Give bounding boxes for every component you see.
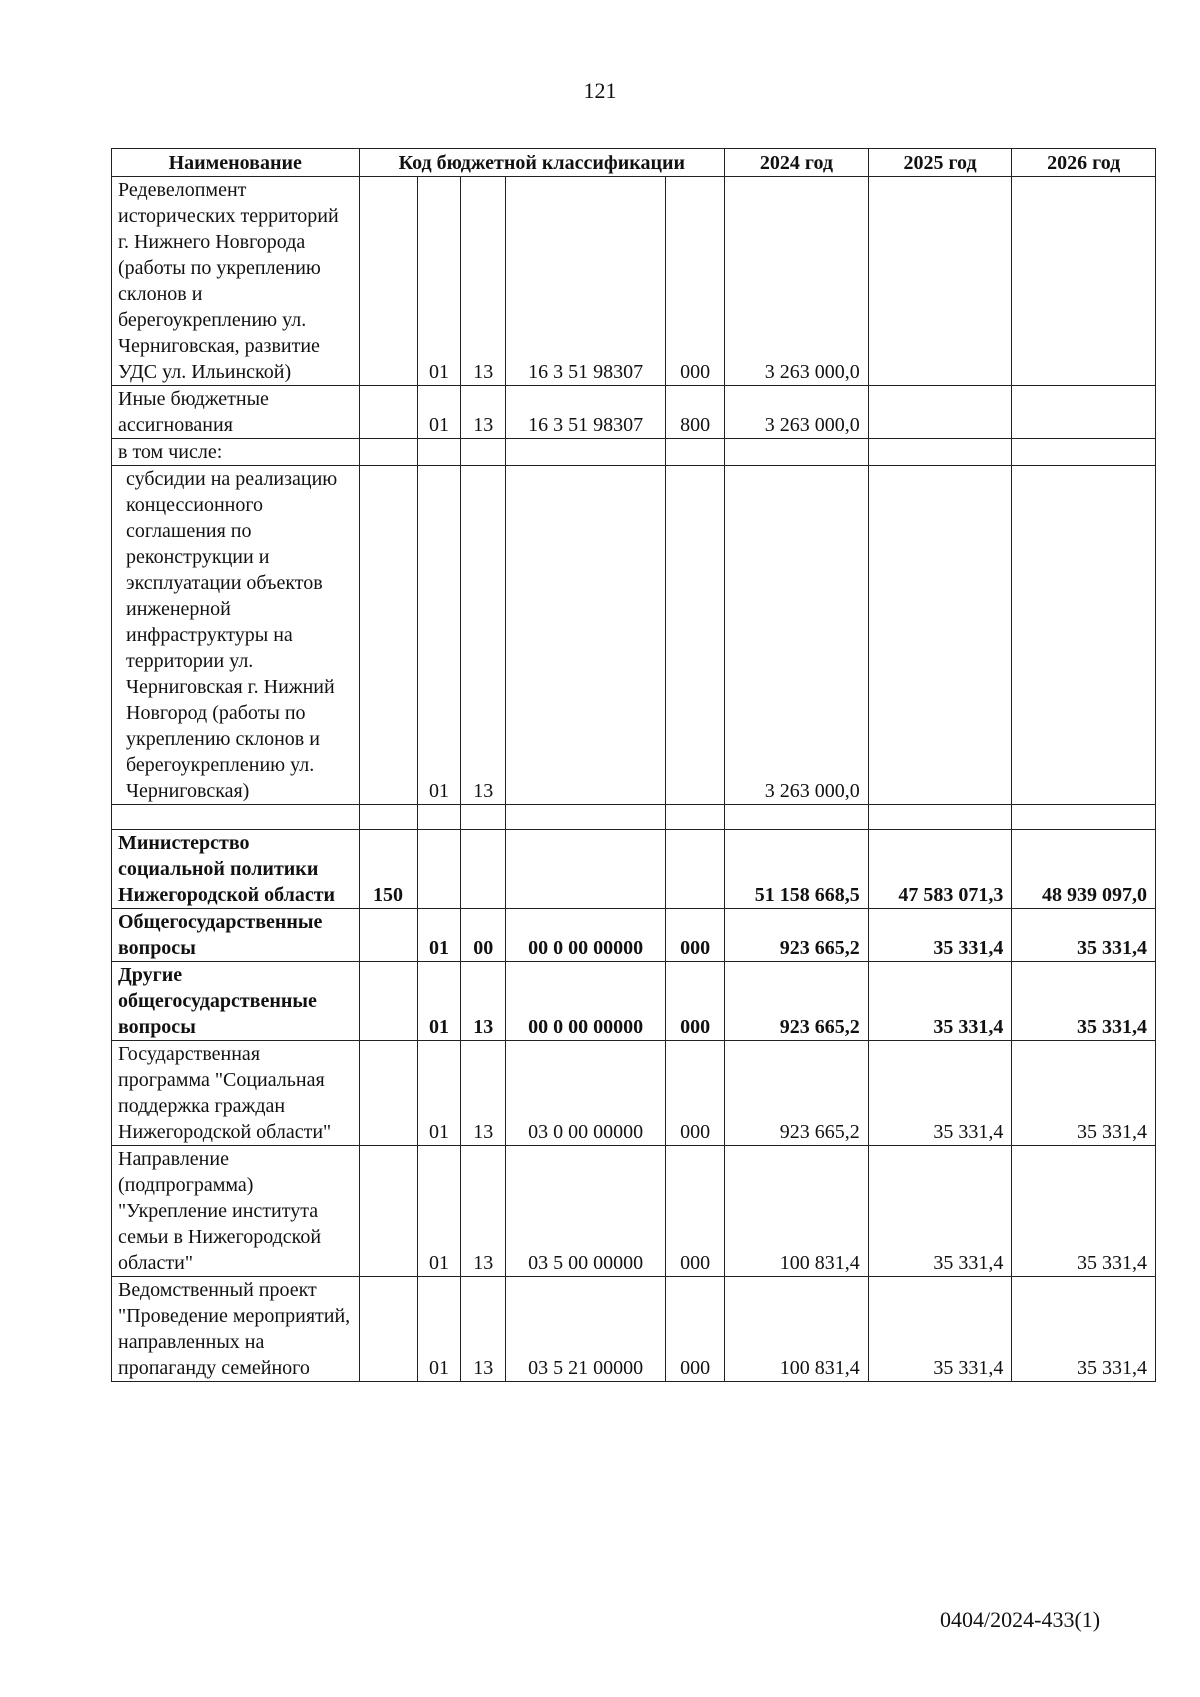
code-section: 01 (417, 1146, 461, 1277)
value-2024 (725, 805, 869, 830)
code-target (506, 805, 666, 830)
row-name: Министерство социальной политики Нижегородской области (112, 830, 360, 909)
row-name: Государственная программа "Социальная поддержка граждан Нижегородской области" (112, 1041, 360, 1146)
code-subsection: 00 (461, 909, 506, 962)
code-expense-type: 000 (666, 177, 725, 386)
value-2026 (1012, 439, 1156, 466)
value-2025 (868, 466, 1012, 805)
code-subsection (461, 830, 506, 909)
value-2026: 35 331,4 (1012, 1277, 1156, 1382)
table-row (112, 177, 1156, 386)
value-2024: 3 263 000,0 (725, 177, 869, 386)
code-expense-type: 000 (666, 1041, 725, 1146)
code-section: 01 (417, 386, 461, 439)
header-2024: 2024 год (725, 149, 869, 177)
code-subsection: 13 (461, 386, 506, 439)
code-target (506, 830, 666, 909)
value-2026: 35 331,4 (1012, 1041, 1156, 1146)
code-target: 00 0 00 00000 (506, 962, 666, 1041)
code-target: 00 0 00 00000 (506, 909, 666, 962)
value-2026: 48 939 097,0 (1012, 830, 1156, 909)
table-row (112, 909, 1156, 962)
row-name: в том числе: (112, 439, 360, 466)
code-target: 03 5 00 00000 (506, 1146, 666, 1277)
value-2026 (1012, 466, 1156, 805)
code-section (417, 439, 461, 466)
row-name: Другие общегосударственные вопросы (112, 962, 360, 1041)
value-2024: 923 665,2 (725, 1041, 869, 1146)
budget-table (111, 148, 1156, 1382)
code-subsection (461, 805, 506, 830)
header-code: Код бюджетной классификации (359, 149, 725, 177)
value-2024: 923 665,2 (725, 962, 869, 1041)
value-2026 (1012, 177, 1156, 386)
row-name: Общегосударственные вопросы (112, 909, 360, 962)
code-ministry (359, 909, 417, 962)
value-2024: 51 158 668,5 (725, 830, 869, 909)
value-2026: 35 331,4 (1012, 962, 1156, 1041)
value-2025: 35 331,4 (868, 1146, 1012, 1277)
row-name: Иные бюджетные ассигнования (112, 386, 360, 439)
code-section: 01 (417, 962, 461, 1041)
code-expense-type (666, 439, 725, 466)
table-header-row (112, 149, 1156, 177)
code-ministry (359, 386, 417, 439)
code-expense-type: 000 (666, 1277, 725, 1382)
code-ministry (359, 439, 417, 466)
value-2025 (868, 386, 1012, 439)
value-2026 (1012, 386, 1156, 439)
code-section: 01 (417, 1277, 461, 1382)
code-section (417, 830, 461, 909)
code-expense-type (666, 830, 725, 909)
table-row (112, 830, 1156, 909)
code-ministry (359, 805, 417, 830)
page-number: 121 (583, 78, 617, 103)
value-2024 (725, 439, 869, 466)
code-section: 01 (417, 909, 461, 962)
code-expense-type: 000 (666, 962, 725, 1041)
code-ministry (359, 1277, 417, 1382)
value-2024: 923 665,2 (725, 909, 869, 962)
document-id: 0404/2024-433(1) (940, 1607, 1101, 1632)
code-section (417, 805, 461, 830)
code-target (506, 466, 666, 805)
value-2024: 3 263 000,0 (725, 386, 869, 439)
header-name: Наименование (112, 149, 360, 177)
value-2026: 35 331,4 (1012, 1146, 1156, 1277)
header-2025: 2025 год (868, 149, 1012, 177)
value-2026: 35 331,4 (1012, 909, 1156, 962)
table-row (112, 386, 1156, 439)
code-expense-type (666, 466, 725, 805)
value-2024: 100 831,4 (725, 1146, 869, 1277)
table-row (112, 1277, 1156, 1382)
code-section: 01 (417, 466, 461, 805)
value-2025: 35 331,4 (868, 962, 1012, 1041)
value-2025: 47 583 071,3 (868, 830, 1012, 909)
value-2025 (868, 177, 1012, 386)
table-row (112, 962, 1156, 1041)
row-name: Редевелопмент исторических территорий г. Нижнего Новгорода (работы по укреплению склонов и берегоукреплению ул. Черниговская, развитие УДС ул. Ильинской) (112, 177, 360, 386)
value-2025 (868, 439, 1012, 466)
code-subsection: 13 (461, 177, 506, 386)
code-subsection: 13 (461, 1146, 506, 1277)
header-2026: 2026 год (1012, 149, 1156, 177)
table-row (112, 1146, 1156, 1277)
code-target (506, 439, 666, 466)
code-expense-type: 000 (666, 1146, 725, 1277)
code-expense-type: 800 (666, 386, 725, 439)
code-subsection: 13 (461, 1277, 506, 1382)
table-row (112, 439, 1156, 466)
code-ministry (359, 177, 417, 386)
table-row (112, 1041, 1156, 1146)
code-section: 01 (417, 177, 461, 386)
code-ministry (359, 962, 417, 1041)
code-ministry (359, 1146, 417, 1277)
code-ministry: 150 (359, 830, 417, 909)
code-expense-type: 000 (666, 909, 725, 962)
value-2025 (868, 805, 1012, 830)
code-target: 16 3 51 98307 (506, 177, 666, 386)
code-ministry (359, 1041, 417, 1146)
value-2025: 35 331,4 (868, 1041, 1012, 1146)
code-subsection: 13 (461, 962, 506, 1041)
table-row (112, 466, 1156, 805)
value-2024: 100 831,4 (725, 1277, 869, 1382)
code-section: 01 (417, 1041, 461, 1146)
value-2024: 3 263 000,0 (725, 466, 869, 805)
code-ministry (359, 466, 417, 805)
row-name (112, 805, 360, 830)
code-subsection: 13 (461, 1041, 506, 1146)
value-2025: 35 331,4 (868, 1277, 1012, 1382)
code-target: 03 0 00 00000 (506, 1041, 666, 1146)
code-target: 16 3 51 98307 (506, 386, 666, 439)
code-subsection: 13 (461, 466, 506, 805)
code-expense-type (666, 805, 725, 830)
row-name: субсидии на реализацию концессионного соглашения по реконструкции и эксплуатации объектов инженерной инфраструктуры на территории ул. Черниговская г. Нижний Новгород (работы по укреплению склонов и берегоукреплению ул. Черниговская) (112, 466, 360, 805)
row-name: Ведомственный проект "Проведение мероприятий, направленных на пропаганду семейного (112, 1277, 360, 1382)
code-target: 03 5 21 00000 (506, 1277, 666, 1382)
value-2026 (1012, 805, 1156, 830)
table-row-blank (112, 805, 1156, 830)
row-name: Направление (подпрограмма) "Укрепление института семьи в Нижегородской области" (112, 1146, 360, 1277)
code-subsection (461, 439, 506, 466)
value-2025: 35 331,4 (868, 909, 1012, 962)
